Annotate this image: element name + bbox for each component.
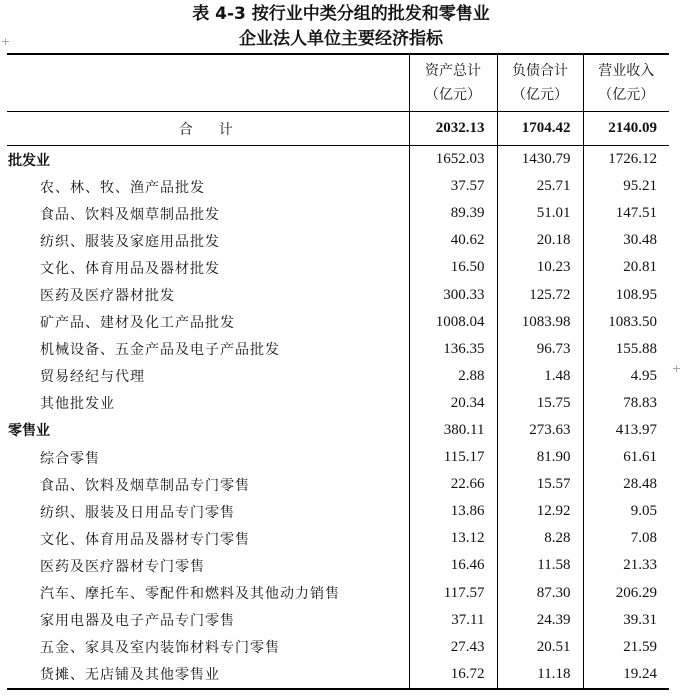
- table-row: [7, 498, 669, 525]
- cell-assets: 115.17: [409, 444, 497, 471]
- row-label: 家用电器及电子产品专门零售: [40, 613, 235, 630]
- row-label: 其他批发业: [40, 396, 115, 413]
- table-subtitle: 企业法人单位主要经济指标: [239, 29, 443, 49]
- cell-liabilities: 11.18: [497, 661, 583, 689]
- table-row: [7, 580, 669, 607]
- cell-revenue: 1726.12: [583, 146, 669, 174]
- table-row: [7, 525, 669, 552]
- cell-liabilities: 81.90: [497, 444, 583, 471]
- cell-liabilities: 20.18: [497, 227, 583, 254]
- cell-revenue: 155.88: [583, 336, 669, 363]
- table-row: [7, 281, 669, 308]
- table-row: [7, 661, 669, 689]
- cell-revenue: 61.61: [583, 444, 669, 471]
- cell-liabilities: 51.01: [497, 200, 583, 227]
- cell-liabilities: 1430.79: [497, 146, 583, 174]
- table-row: [7, 634, 669, 661]
- row-label: 五金、家具及室内装饰材料专门零售: [40, 640, 280, 657]
- row-label: 农、林、牧、渔产品批发: [40, 179, 205, 196]
- header-revenue: [583, 54, 669, 112]
- row-label: 汽车、摩托车、零配件和燃料及其他动力销售: [40, 586, 340, 603]
- cell-liabilities: 12.92: [497, 498, 583, 525]
- cell-liabilities: 15.75: [497, 390, 583, 417]
- cell-liabilities: 273.63: [497, 417, 583, 444]
- cell-revenue: 20.81: [583, 254, 669, 281]
- cell-revenue: 7.08: [583, 525, 669, 552]
- row-label: 贸易经纪与代理: [40, 369, 145, 386]
- cell-assets: 1652.03: [409, 146, 497, 174]
- cell-assets: 300.33: [409, 281, 497, 308]
- cell-revenue: 9.05: [583, 498, 669, 525]
- table-row: [7, 390, 669, 417]
- cell-assets: 40.62: [409, 227, 497, 254]
- table-row: [7, 552, 669, 579]
- table-row: [7, 471, 669, 498]
- cell-assets: 20.34: [409, 390, 497, 417]
- header-label: 资产总计: [425, 63, 481, 79]
- cell-liabilities: 1083.98: [497, 309, 583, 336]
- table-row: [7, 227, 669, 254]
- cell-assets: 37.11: [409, 607, 497, 634]
- category-row: [7, 417, 669, 444]
- cell-assets: 16.50: [409, 254, 497, 281]
- cell-revenue: 108.95: [583, 281, 669, 308]
- row-label: 纺织、服装及家庭用品批发: [40, 233, 220, 250]
- cell-assets: 16.72: [409, 661, 497, 689]
- row-label: 食品、饮料及烟草制品批发: [40, 206, 220, 223]
- cell-liabilities: 25.71: [497, 173, 583, 200]
- cell-revenue: 28.48: [583, 471, 669, 498]
- cell-revenue: 206.29: [583, 580, 669, 607]
- row-label: 零售业: [8, 423, 50, 440]
- plus-marker-icon: +: [672, 362, 682, 375]
- cell-revenue: 21.59: [583, 634, 669, 661]
- row-label: 医药及医疗器材批发: [40, 288, 175, 305]
- total-liabilities: 1704.42: [497, 112, 583, 146]
- category-row: [7, 146, 669, 174]
- cell-revenue: 19.24: [583, 661, 669, 689]
- header-unit: （亿元）: [598, 87, 655, 103]
- total-revenue: 2140.09: [583, 112, 669, 146]
- row-label: 食品、饮料及烟草制品专门零售: [40, 477, 250, 494]
- cell-revenue: 4.95: [583, 363, 669, 390]
- cell-assets: 37.57: [409, 173, 497, 200]
- cell-revenue: 147.51: [583, 200, 669, 227]
- cell-revenue: 95.21: [583, 173, 669, 200]
- cell-liabilities: 1.48: [497, 363, 583, 390]
- header-row: [7, 54, 669, 112]
- row-label: 批发业: [8, 152, 50, 169]
- row-label: 纺织、服装及日用品专门零售: [40, 504, 235, 521]
- total-assets: 2032.13: [409, 112, 497, 146]
- cell-assets: 1008.04: [409, 309, 497, 336]
- cell-revenue: 413.97: [583, 417, 669, 444]
- cell-assets: 2.88: [409, 363, 497, 390]
- cell-assets: 380.11: [409, 417, 497, 444]
- header-label: 营业收入: [598, 63, 655, 79]
- row-label: 货摊、无店铺及其他零售业: [7, 661, 409, 689]
- row-label: 机械设备、五金产品及电子产品批发: [40, 342, 280, 359]
- cell-assets: 22.66: [409, 471, 497, 498]
- table-title: 表 4-3 按行业中类分组的批发和零售业: [192, 4, 490, 24]
- cell-assets: 13.86: [409, 498, 497, 525]
- cell-assets: 89.39: [409, 200, 497, 227]
- cell-assets: 13.12: [409, 525, 497, 552]
- table-row: [7, 363, 669, 390]
- cell-liabilities: 11.58: [497, 552, 583, 579]
- cell-assets: 16.46: [409, 552, 497, 579]
- table-row: [7, 200, 669, 227]
- cell-liabilities: 20.51: [497, 634, 583, 661]
- header-unit: （亿元）: [512, 87, 568, 103]
- table-row: [7, 173, 669, 200]
- cell-liabilities: 96.73: [497, 336, 583, 363]
- cell-liabilities: 125.72: [497, 281, 583, 308]
- header-liabilities: [497, 54, 583, 112]
- cell-revenue: 21.33: [583, 552, 669, 579]
- row-label: 矿产品、建材及化工产品批发: [40, 315, 235, 332]
- table-row: [7, 309, 669, 336]
- statistics-table: [7, 53, 669, 690]
- table-row: [7, 336, 669, 363]
- cell-liabilities: 24.39: [497, 607, 583, 634]
- total-label: 合计: [7, 112, 409, 146]
- row-label: 文化、体育用品及器材批发: [40, 260, 220, 277]
- total-row: [7, 112, 669, 146]
- cell-revenue: 39.31: [583, 607, 669, 634]
- cell-revenue: 30.48: [583, 227, 669, 254]
- header-label: 负债合计: [512, 63, 568, 79]
- plus-marker-icon: +: [1, 35, 11, 48]
- cell-assets: 27.43: [409, 634, 497, 661]
- table-row: [7, 254, 669, 281]
- cell-revenue: 1083.50: [583, 309, 669, 336]
- table-row: [7, 607, 669, 634]
- cell-liabilities: 10.23: [497, 254, 583, 281]
- header-blank: [7, 54, 409, 112]
- row-label: 综合零售: [40, 450, 100, 467]
- cell-assets: 117.57: [409, 580, 497, 607]
- table-row: [7, 444, 669, 471]
- cell-liabilities: 87.30: [497, 580, 583, 607]
- cell-assets: 136.35: [409, 336, 497, 363]
- row-label: 文化、体育用品及器材专门零售: [40, 531, 250, 548]
- cell-liabilities: 15.57: [497, 471, 583, 498]
- cell-liabilities: 8.28: [497, 525, 583, 552]
- header-unit: （亿元）: [425, 87, 481, 103]
- cell-revenue: 78.83: [583, 390, 669, 417]
- header-assets: [409, 54, 497, 112]
- row-label: 医药及医疗器材专门零售: [40, 558, 205, 575]
